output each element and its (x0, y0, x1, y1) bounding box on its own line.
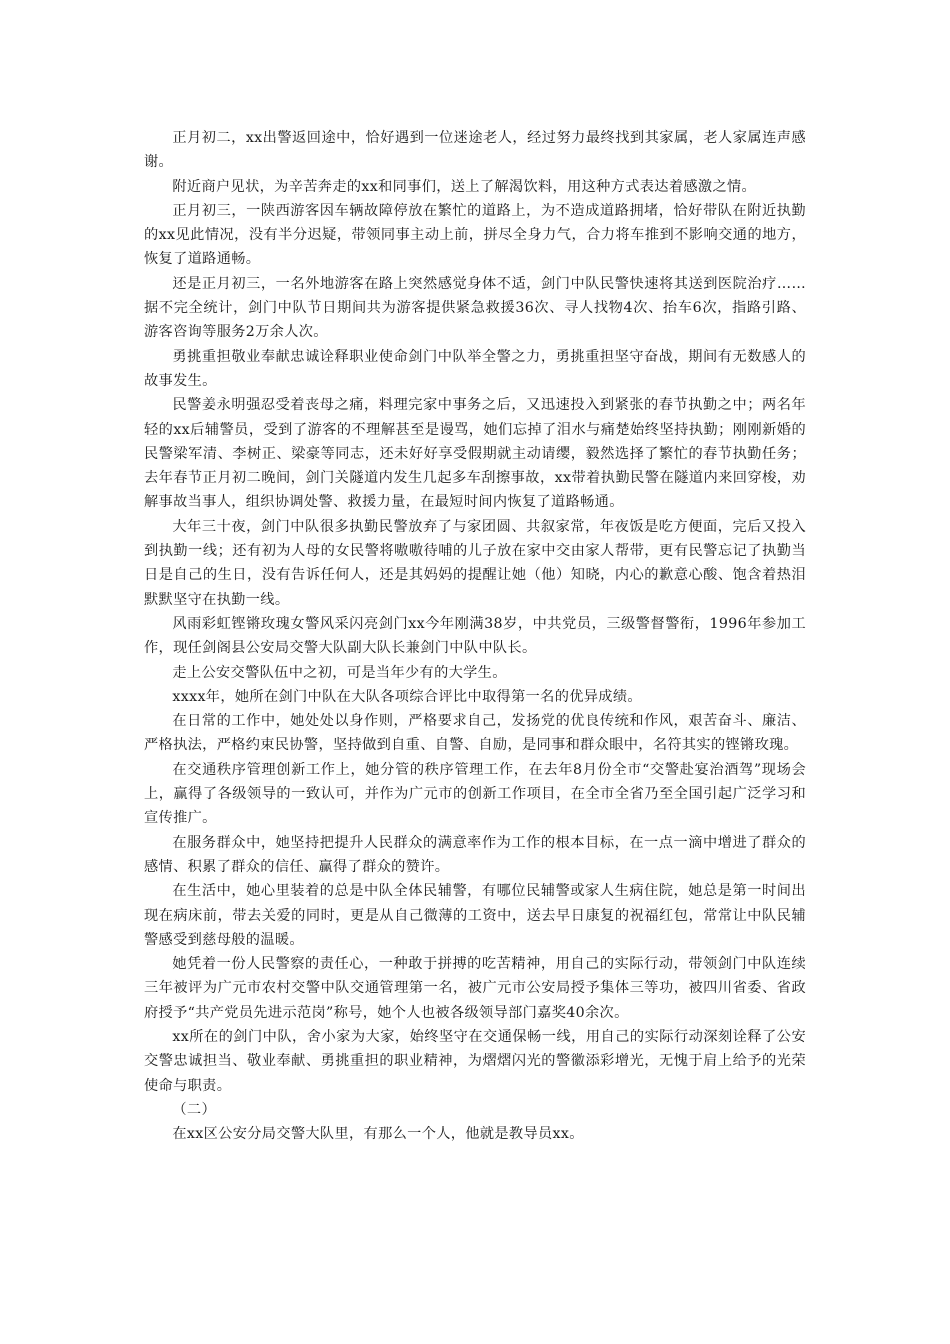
paragraph-3: 正月初三，一陕西游客因车辆故障停放在繁忙的道路上，为不造成道路拥堵，恰好带队在附近执勤的xx见此情况，没有半分迟疑，带领同事主动上前，拼尽全身力气，合力将车推到不影响交通的地方，恢复了道路通畅。 (144, 202, 806, 268)
paragraph-4: 还是正月初三，一名外地游客在路上突然感觉身体不适，剑门中队民警快速将其送到医院治疗……据不完全统计，剑门中队节日期间共为游客提供紧急救援36次、寻人找物4次、抬车6次，指路引路、游客咨询等服务2万余人次。 (144, 275, 806, 341)
paragraph-6: 民警姜永明强忍受着丧母之痛，料理完家中事务之后，又迅速投入到紧张的春节执勤之中；两名年轻的xx后辅警员，受到了游客的不理解甚至是谩骂，她们忘掉了泪水与痛楚始终坚持执勤；刚刚新婚的民警梁军清、李树正、梁豪等同志，还未好好享受假期就主动请缨，毅然选择了繁忙的春节执勤任务；去年春节正月初二晚间，剑门关隧道内发生几起多车刮擦事故，xx带着执勤民警在隧道内来回穿梭，劝解事故当事人，组织协调处警、救援力量，在最短时间内恢复了道路畅通。 (144, 397, 806, 511)
document-body (144, 126, 806, 1146)
paragraph-10: xxxx年，她所在剑门中队在大队各项综合评比中取得第一名的优异成绩。 (172, 688, 642, 705)
paragraph-17: 在xx区公安分局交警大队里，有那么一个人，他就是教导员xx。 (172, 1126, 584, 1143)
paragraph-16: xx所在的剑门中队，舍小家为大家，始终坚守在交通保畅一线，用自己的实际行动深刻诠释了公安交警忠诚担当、敬业奉献、勇挑重担的职业精神，为熠熠闪光的警徽添彩增光，无愧于肩上给予的光荣使命与职责。 (144, 1028, 806, 1094)
paragraph-7: 大年三十夜，剑门中队很多执勤民警放弃了与家团圆、共叙家常，年夜饭是吃方便面，完后又投入到执勤一线；还有初为人母的女民警将嗷嗷待哺的儿子放在家中交由家人帮带，更有民警忘记了执勤当日是自己的生日，没有告诉任何人，还是其妈妈的提醒让她（他）知晓，内心的歉意心酸、饱含着热泪默默坚守在执勤一线。 (144, 518, 806, 608)
paragraph-1: 正月初二，xx出警返回途中，恰好遇到一位迷途老人，经过努力最终找到其家属，老人家属连声感谢。 (144, 130, 806, 171)
section-heading: （二） (172, 1101, 217, 1118)
paragraph-8: 风雨彩虹铿锵玫瑰女警风采闪亮剑门xx今年刚满38岁，中共党员，三级警督警衔，1996年参加工作，现任剑阁县公安局交警大队副大队长兼剑门中队中队长。 (144, 615, 806, 657)
paragraph-9: 走上公安交警队伍中之初，可是当年少有的大学生。 (172, 664, 507, 681)
paragraph-13: 在服务群众中，她坚持把提升人民群众的满意率作为工作的根本目标，在一点一滴中增进了群众的感情、积累了群众的信任、赢得了群众的赞许。 (144, 834, 806, 875)
paragraph-12: 在交通秩序管理创新工作上，她分管的秩序管理工作，在去年8月份全市“交警赴宴治酒驾”现场会上，赢得了各级领导的一致认可，并作为广元市的创新工作项目，在全市全省乃至全国引起广泛学习和宣传推广。 (144, 761, 806, 827)
paragraph-2: 附近商户见状，为辛苦奔走的xx和同事们，送上了解渴饮料，用这种方式表达着感激之情。 (172, 178, 757, 195)
paragraph-15: 她凭着一份人民警察的责任心，一种敢于拼搏的吃苦精神，用自己的实际行动，带领剑门中队连续三年被评为广元市农村交警中队交通管理第一名，被广元市公安局授予集体三等功，被四川省委、省政府授予“共产党员先进示范岗”称号，她个人也被各级领导部门嘉奖40余次。 (144, 956, 806, 1021)
paragraph-11: 在日常的工作中，她处处以身作则，严格要求自己，发扬党的优良传统和作风，艰苦奋斗、廉洁、严格执法，严格约束民协警，坚持做到自重、自警、自励，是同事和群众眼中，名符其实的铿锵玫瑰。 (144, 713, 806, 754)
paragraph-14: 在生活中，她心里装着的总是中队全体民辅警，有哪位民辅警或家人生病住院，她总是第一时间出现在病床前，带去关爱的同时，更是从自己微薄的工资中，送去早日康复的祝福红包，常常让中队民辅警感受到慈母般的温暖。 (144, 883, 806, 948)
paragraph-5: 勇挑重担敬业奉献忠诚诠释职业使命剑门中队举全警之力，勇挑重担坚守奋战，期间有无数感人的故事发生。 (144, 348, 806, 389)
